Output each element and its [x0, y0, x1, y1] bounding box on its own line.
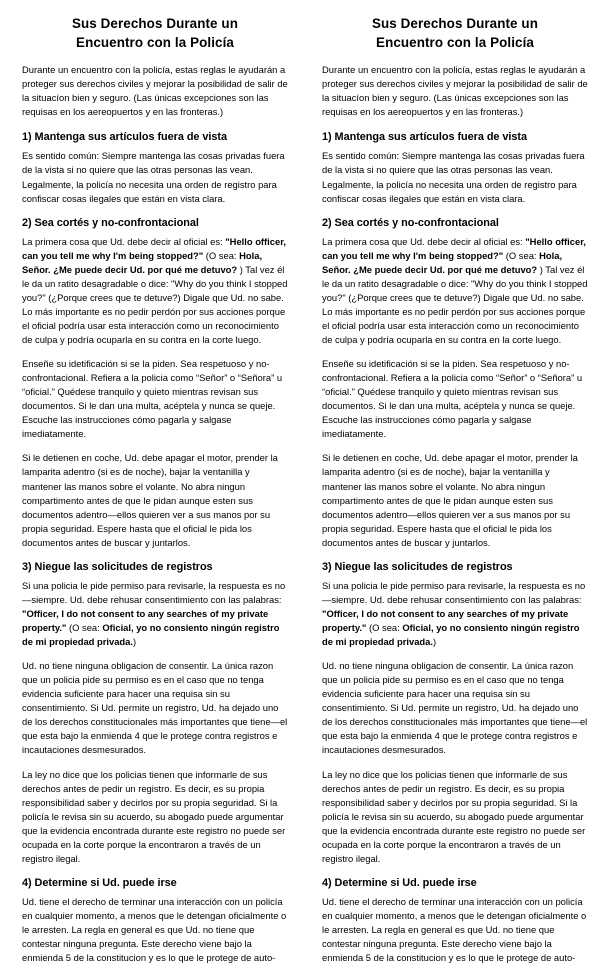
text-run: La primera cosa que Ud. debe decir al oficial es:: [22, 235, 226, 247]
text-run: Enseñe su idetificación si se la piden. Sea respetuoso y no-confrontacional. Refiera a la policia como “Señor” o “Señora” u “oficial.” Quédese tranquilo y quieto mientras revisan sus documentos. Si le dan una multa, acéptela y nunca se queje. Escuche las instrucciones cómo pagarla y salgase imediatamente.: [322, 358, 583, 440]
intro-paragraph: Durante un encuentro con la policía, estas reglas le ayudarán a proteger sus derechos civiles y mejorar la posibilidad de salir de la situacíon bien y seguro. (Las únicas excepciones son las requisas en los aereopuertos y en las fronteras.): [322, 64, 588, 118]
emphasized-text-run: Hola, Señor. ¿Me puede decir Ud. por qué me detuvo?: [22, 249, 263, 275]
text-run: Es sentido común: Siempre mantenga las cosas privadas fuera de la vista si no quiere que las otras personas las vean. Legalmente, la policía no necesita una orden de registro para confiscar cosas ilegales que están en vista clara.: [22, 150, 285, 204]
section-heading: 3) Niegue las solicitudes de registros: [22, 560, 213, 573]
emphasized-text-run: "Hello officer, can you tell me why I'm being stopped?": [322, 235, 586, 261]
body-paragraph: [22, 659, 288, 757]
page-title: [322, 14, 588, 52]
body-paragraph: [322, 659, 588, 757]
body-paragraph: [322, 579, 588, 649]
text-run: Enseñe su idetificación si se la piden. Sea respetuoso y no-confrontacional. Refiera a la policia como “Señor” o “Señora” u “oficial.” Quédese tranquilo y quieto mientras revisan sus documentos. Si le dan una multa, acéptela y nunca se queje. Escuche las instrucciones cómo pagarla y salgase imediatamente.: [22, 358, 283, 440]
body-paragraph: [22, 579, 288, 649]
rights-section: [22, 130, 288, 205]
body-paragraph: [22, 149, 288, 205]
emphasized-text-run: "Officer, I do not consent to any searches of my private property.": [322, 608, 569, 634]
body-paragraph: [22, 768, 288, 866]
body-paragraph: [322, 451, 588, 549]
body-paragraph: [22, 357, 288, 441]
text-run: La ley no dice que los policias tienen que informarle de sus derechos antes de pedir un registro. Es decir, es su propia responsibilidad saber y decirlos por su propia seguridad. Si la policía le revisa sin su acuerdo, su abogado puede argumentar que la evidencia encontrada durante este registro no puede ser ocupada en la corte porque la encontraron a través de un registro ilegal.: [22, 768, 286, 864]
body-paragraph: [22, 235, 288, 347]
page-title: [22, 14, 288, 52]
handout-column-right: [300, 0, 600, 964]
section-heading: 2) Sea cortés y no-confrontacional: [22, 216, 199, 229]
rights-section: [322, 216, 588, 550]
text-run: Ud. tiene el derecho de terminar una interacción con un policía en cualquier momento, a menos que le detengan oficialmente o le arresten. La regla en general es que Ud. no tiene que contestar ninguna pregunta. Este derecho viene bajo la enmienda 5 de la constitucion y es lo que le protege de auto-: [322, 896, 587, 964]
emphasized-text-run: Oficial, yo no consiento ningún registro de mi propiedad privada.: [322, 622, 580, 648]
text-run: ) Tal vez él le da un ratito desagradable o dice: "Why do you think I stopped you?" (¿Porque crees que te detuve?) Digale que Ud. no sabe. Lo más importante es no pedir perdón por sus acciones porque el oficial podría usar esta interacción como un reconocimiento de culpa y podría ocuparla en su contra en la corte luego.: [22, 263, 288, 346]
handout-column-left: [0, 0, 300, 964]
rights-section: [322, 876, 588, 965]
section-heading: 1) Mantenga sus artículos fuera de vista: [322, 131, 527, 144]
rights-section: [322, 560, 588, 866]
body-paragraph: [22, 451, 288, 549]
rights-section: [22, 560, 288, 866]
body-paragraph: [322, 149, 588, 205]
text-run: La primera cosa que Ud. debe decir al oficial es:: [322, 235, 526, 247]
rights-section: [322, 130, 588, 205]
section-heading: 4) Determine si Ud. puede irse: [322, 876, 477, 889]
body-paragraph: [322, 895, 588, 965]
section-heading: 2) Sea cortés y no-confrontacional: [322, 216, 499, 229]
emphasized-text-run: "Hello officer, can you tell me why I'm being stopped?": [22, 235, 286, 261]
body-paragraph: [322, 357, 588, 441]
text-run: Si le detienen en coche, Ud. debe apagar el motor, prender la lamparita adentro (si es de noche), bajar la ventanilla y mantener las manos sobre el volante. No abra ningun compartimento antes de que le pidan aunque esten sus documentos adentro—ellos quieren ver a sus manos por su propia seguridad. Espere hasta que el oficial le pida los documentos antes de buscar y juntarlos.: [322, 452, 578, 548]
emphasized-text-run: "Officer, I do not consent to any searches of my private property.": [22, 608, 269, 634]
emphasized-text-run: Hola, Señor. ¿Me puede decir Ud. por qué me detuvo?: [322, 249, 563, 275]
page-title-line: Sus Derechos Durante un: [371, 16, 538, 31]
text-run: (O sea:: [366, 622, 403, 634]
text-run: Ud. no tiene ninguna obligacion de consentir. La única razon que un policia pide su permiso es en el caso que no tenga evidencia suficiente para hacer una requisa sin su consentimiento. Si Ud. permite un registro, Ud. ha dejado uno de los derechos constitucionales más importantes que tiene—el que esta bajo la enmienda 4 que le protege contra registros e incautaciones desmesurados.: [22, 660, 288, 756]
body-paragraph: [322, 235, 588, 347]
page-title-line: Encuentro con la Policía: [376, 35, 534, 51]
text-run: (O sea:: [203, 249, 240, 261]
body-paragraph: [22, 895, 288, 965]
text-run: La ley no dice que los policias tienen que informarle de sus derechos antes de pedir un registro. Es decir, es su propia responsibilidad saber y decirlos por su propia seguridad. Si la policía le revisa sin su acuerdo, su abogado puede argumentar que la evidencia encontrada durante este registro no puede ser ocupada en la corte porque la encontraron a través de un registro ilegal.: [322, 768, 586, 864]
section-heading: 4) Determine si Ud. puede irse: [22, 876, 177, 889]
text-run: Si le detienen en coche, Ud. debe apagar el motor, prender la lamparita adentro (si es de noche), bajar la ventanilla y mantener las manos sobre el volante. No abra ningun compartimento antes de que le pidan aunque esten sus documentos adentro—ellos quieren ver a sus manos por su propia seguridad. Espere hasta que el oficial le pida los documentos antes de buscar y juntarlos.: [22, 452, 278, 548]
page-title-line: Sus Derechos Durante un: [71, 16, 238, 31]
page-title-line: Encuentro con la Policía: [76, 35, 234, 51]
body-paragraph: [322, 768, 588, 866]
section-heading: 1) Mantenga sus artículos fuera de vista: [22, 131, 227, 144]
text-run: Si una policia le pide permiso para revisarle, la respuesta es no—siempre. Ud. debe rehusar consentimiento con las palabras:: [322, 579, 586, 605]
text-run: (O sea:: [503, 249, 540, 261]
rights-section: [22, 216, 288, 550]
section-heading: 3) Niegue las solicitudes de registros: [322, 560, 513, 573]
text-run: Si una policia le pide permiso para revisarle, la respuesta es no—siempre. Ud. debe rehusar consentimiento con las palabras:: [22, 579, 286, 605]
text-run: ): [432, 636, 437, 648]
rights-section: [22, 876, 288, 965]
text-run: Ud. tiene el derecho de terminar una interacción con un policía en cualquier momento, a menos que le detengan oficialmente o le arresten. La regla en general es que Ud. no tiene que contestar ninguna pregunta. Este derecho viene bajo la enmienda 5 de la constitucion y es lo que le protege de auto-: [22, 896, 287, 964]
emphasized-text-run: Oficial, yo no consiento ningún registro de mi propiedad privada.: [22, 622, 280, 648]
text-run: ): [132, 636, 137, 648]
intro-paragraph: Durante un encuentro con la policía, estas reglas le ayudarán a proteger sus derechos civiles y mejorar la posibilidad de salir de la situacíon bien y seguro. (Las únicas excepciones son las requisas en los aereopuertos y en las fronteras.): [22, 64, 288, 118]
text-run: Es sentido común: Siempre mantenga las cosas privadas fuera de la vista si no quiere que las otras personas las vean. Legalmente, la policía no necesita una orden de registro para confiscar cosas ilegales que están en vista clara.: [322, 150, 585, 204]
text-run: ) Tal vez él le da un ratito desagradable o dice: "Why do you think I stopped you?" (¿Porque crees que te detuve?) Digale que Ud. no sabe. Lo más importante es no pedir perdón por sus acciones porque el oficial podría usar esta interacción como un reconocimiento de culpa y podría ocuparla en su contra en la corte luego.: [322, 263, 588, 346]
text-run: (O sea:: [66, 622, 103, 634]
text-run: Ud. no tiene ninguna obligacion de consentir. La única razon que un policia pide su permiso es en el caso que no tenga evidencia suficiente para hacer una requisa sin su consentimiento. Si Ud. permite un registro, Ud. ha dejado uno de los derechos constitucionales más importantes que tiene—el que esta bajo la enmienda 4 que le protege contra registros e incautaciones desmesurados.: [322, 660, 588, 756]
